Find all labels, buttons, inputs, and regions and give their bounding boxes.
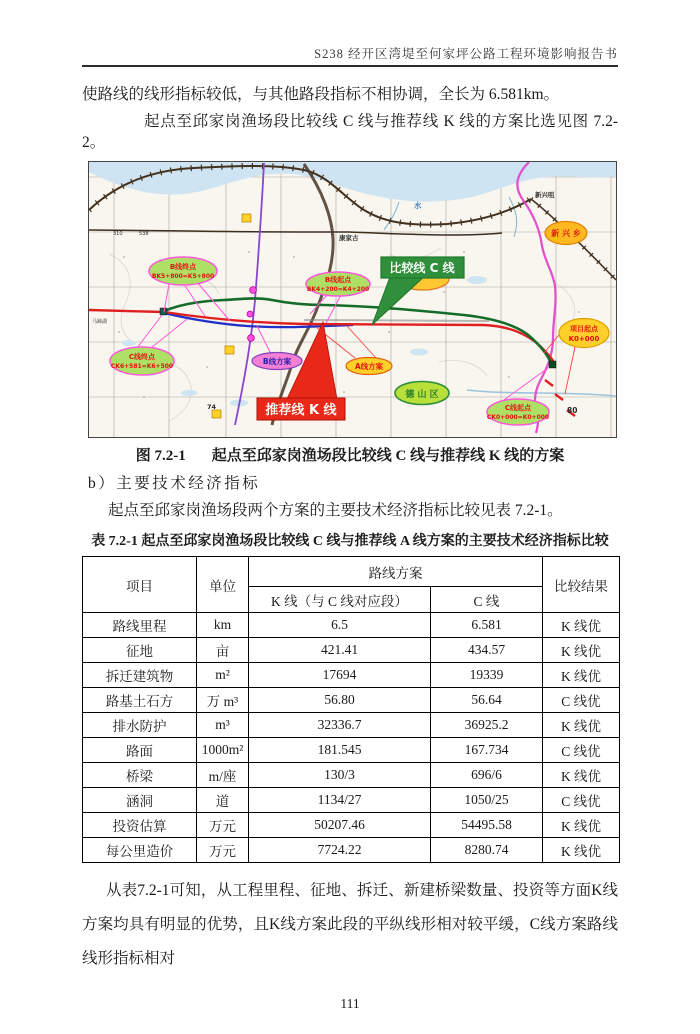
table-row [83, 838, 620, 863]
table-row [83, 788, 620, 813]
callout-xinxiang [545, 222, 587, 245]
callout-chainage: K0+000 [568, 335, 600, 343]
map-figure [89, 162, 616, 437]
cell-item: 路线里程 [83, 613, 197, 638]
callout-title: B线终点 [169, 263, 197, 271]
cell-k-value: 1134/27 [249, 788, 431, 813]
route-comparison-map [88, 161, 617, 438]
cell-unit: m/座 [197, 763, 249, 788]
paragraph-conclusion: 从表7.2-1可知，从工程里程、征地、拆迁、新建桥梁数量、投资等方面K线方案均具有明显的优势，且K线方案此段的平纵线形相对较平缓，C线方案路线线形指标相对 [82, 882, 618, 967]
cell-result: C 线优 [543, 688, 620, 713]
cell-unit: m² [197, 663, 249, 688]
col-header-unit: 单位 [197, 557, 249, 613]
cell-c-value: 19339 [431, 663, 543, 688]
cell-result: K 线优 [543, 613, 620, 638]
paragraph-intro: 起点至邱家岗渔场段比较线 C 线与推荐线 K 线的方案比选见图 7.2-2。 [82, 113, 618, 151]
cell-item: 涵洞 [83, 788, 197, 813]
report-title: S238 经开区湾堤至何家坪公路工程环境影响报告书 [314, 47, 618, 61]
callout-b-plan [252, 353, 302, 370]
cell-c-value: 56.64 [431, 688, 543, 713]
cell-unit: 万元 [197, 838, 249, 863]
cell-result: K 线优 [543, 638, 620, 663]
junction-knot-west [160, 308, 167, 315]
callout-c-end [110, 347, 174, 375]
cell-k-value: 17694 [249, 663, 431, 688]
cell-item: 路基土石方 [83, 688, 197, 713]
cell-result: K 线优 [543, 713, 620, 738]
cell-result: C 线优 [543, 738, 620, 763]
callout-chainage: BK5+800=K5+800 [151, 273, 215, 280]
elevation-label: 538 [139, 231, 149, 237]
village-label: 新兴咀 [535, 191, 555, 199]
cell-item: 每公里造价 [83, 838, 197, 863]
cell-c-value: 54495.58 [431, 813, 543, 838]
cell-unit: 1000m² [197, 738, 249, 763]
cell-c-value: 6.581 [431, 613, 543, 638]
page-number: 111 [340, 996, 360, 1011]
cell-unit: km [197, 613, 249, 638]
cell-unit: 万元 [197, 813, 249, 838]
table-row [83, 688, 620, 713]
cell-item: 桥梁 [83, 763, 197, 788]
cell-item: 征地 [83, 638, 197, 663]
table-title: 表 7.2-1 起点至邱家岗渔场段比较线 C 线与推荐线 A 线方案的主要技术经济指标比较 [91, 534, 609, 549]
cell-c-value: 36925.2 [431, 713, 543, 738]
cell-c-value: 8280.74 [431, 838, 543, 863]
callout-a-plan [346, 358, 392, 375]
cell-result: K 线优 [543, 838, 620, 863]
callout-chainage: BK4+200=K4+200 [306, 286, 370, 293]
cell-k-value: 56.80 [249, 688, 431, 713]
col-header-c-line: C 线 [431, 587, 543, 613]
cell-k-value: 6.5 [249, 613, 431, 638]
figure-caption [0, 444, 700, 465]
cell-k-value: 421.41 [249, 638, 431, 663]
cell-unit: m³ [197, 713, 249, 738]
callout-chainage: CK6+581=K6+500 [110, 363, 174, 370]
paragraph-table-intro: 起点至邱家岗渔场段两个方案的主要技术经济指标比较见表 7.2-1。 [108, 502, 563, 519]
section-b-heading: b）主要技术经济指标 [88, 475, 261, 492]
junction-knot-east [549, 361, 556, 368]
callout-title: C线终点 [128, 353, 156, 361]
callout-deshan [395, 382, 449, 405]
callout-label: B线方案 [262, 357, 292, 366]
cell-item: 拆迁建筑物 [83, 663, 197, 688]
callout-c-start [487, 399, 549, 425]
callout-project-start [559, 319, 609, 348]
table-row [83, 613, 620, 638]
callout-b-start [306, 272, 370, 296]
c-line-banner-label: 比较线 C 线 [389, 261, 455, 275]
water-label: 水 [414, 201, 422, 210]
lake-label: 马蹄湖 [92, 319, 108, 325]
paragraph-continuation: 使路线的线形指标较低，与其他路段指标不相协调，全长为 6.581km。 [82, 86, 560, 103]
cell-k-value: 32336.7 [249, 713, 431, 738]
figure-caption-label: 图 7.2-1 [135, 448, 186, 464]
page-header [82, 44, 618, 67]
cell-k-value: 7724.22 [249, 838, 431, 863]
table-row [83, 763, 620, 788]
callout-label: 新 兴 乡 [551, 229, 581, 238]
cell-result: C 线优 [543, 788, 620, 813]
existing-road [304, 320, 489, 321]
callout-title: 项目起点 [570, 325, 598, 333]
cell-k-value: 50207.46 [249, 813, 431, 838]
col-header-scheme: 路线方案 [249, 557, 543, 587]
cell-c-value: 167.734 [431, 738, 543, 763]
cell-c-value: 1050/25 [431, 788, 543, 813]
table-row [83, 713, 620, 738]
cell-result: K 线优 [543, 813, 620, 838]
cell-item: 路面 [83, 738, 197, 763]
callout-label: A线方案 [354, 362, 384, 371]
cell-c-value: 696/6 [431, 763, 543, 788]
cell-result: K 线优 [543, 663, 620, 688]
elevation-label: 310 [113, 231, 123, 237]
cell-unit: 道 [197, 788, 249, 813]
k-line-banner-label: 推荐线 K 线 [265, 403, 337, 418]
callout-title: B线起点 [324, 276, 352, 284]
table-row [83, 663, 620, 688]
table-row [83, 813, 620, 838]
cell-item: 投资估算 [83, 813, 197, 838]
cell-unit: 亩 [197, 638, 249, 663]
comparison-table [82, 556, 620, 863]
callout-b-end [149, 257, 217, 285]
col-header-item: 项目 [83, 557, 197, 613]
number-label: 74 [207, 403, 217, 411]
table-row [83, 638, 620, 663]
callout-chainage: CK0+000=K0+000 [486, 414, 550, 421]
col-header-result: 比较结果 [543, 557, 620, 613]
cell-c-value: 434.57 [431, 638, 543, 663]
table-row [83, 738, 620, 763]
cell-k-value: 130/3 [249, 763, 431, 788]
callout-label: 德 山 区 [405, 390, 439, 400]
figure-caption-text: 起点至邱家岗渔场段比较线 C 线与推荐线 K 线的方案 [211, 448, 565, 464]
cell-result: K 线优 [543, 763, 620, 788]
cell-k-value: 181.545 [249, 738, 431, 763]
cell-unit: 万 m³ [197, 688, 249, 713]
village-label: 康家古 [339, 234, 359, 242]
callout-title: C线起点 [504, 404, 532, 412]
number-label: 80 [567, 406, 578, 415]
col-header-k-line: K 线（与 C 线对应段） [249, 587, 431, 613]
cell-item: 排水防护 [83, 713, 197, 738]
